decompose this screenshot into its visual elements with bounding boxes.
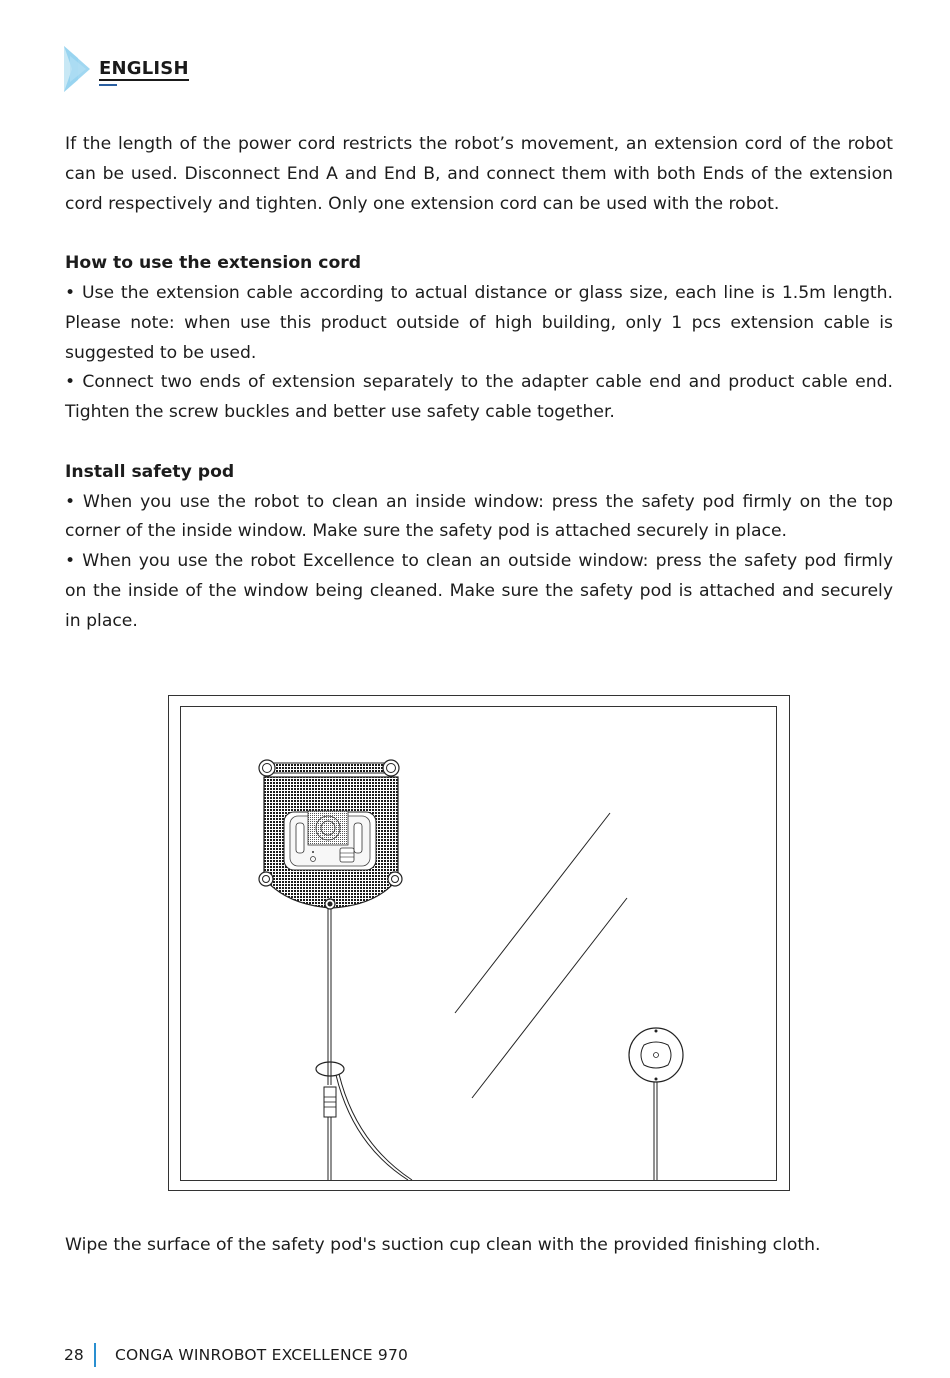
language-accent-bar: [99, 84, 117, 86]
brand-chevron-icon: [64, 46, 90, 92]
product-name: CONGA WINROBOT EXCELLENCE 970: [115, 1346, 409, 1364]
safety-bullet-2: • When you use the robot Excellence to clean an outside window: press the safety pod firmly on the inside of the window being cleaned. Make sure the safety pod is attached and securely in place.: [65, 551, 893, 631]
safety-bullet-1: • When you use the robot to clean an inside window: press the safety pod firmly on the top corner of the inside window. Make sure the safety pod is attached securely in place.: [65, 491, 893, 542]
main-content: [65, 130, 893, 637]
extension-bullet-2: • Connect two ends of extension separately to the adapter cable end and product cable end. Tighten the screw buckles and better use safety cable together.: [65, 372, 893, 423]
figure-caption: Wipe the surface of the safety pod's suction cup clean with the provided finishing cloth.: [65, 1235, 821, 1255]
extension-cord-heading: How to use the extension cord: [65, 253, 362, 274]
robot-icon: [259, 760, 402, 909]
safety-pod-heading: Install safety pod: [65, 461, 235, 482]
window-illustration: [168, 695, 790, 1191]
footer-divider: [94, 1343, 96, 1367]
language-label: ENGLISH: [99, 58, 189, 79]
extension-bullet-1: • Use the extension cable according to actual distance or glass size, each line is 1.5m length. Please note: when use this product outside of high building, only 1 pcs extension cable is suggested to be used.: [65, 282, 893, 363]
intro-paragraph: If the length of the power cord restricts the robot’s movement, an extension cord of the robot can be used. Disconnect End A and End B, and connect them with both Ends of the extension cord respectively and tighten. Only one extension cord can be used with the robot.: [65, 134, 893, 214]
page-number: 28: [64, 1346, 84, 1364]
